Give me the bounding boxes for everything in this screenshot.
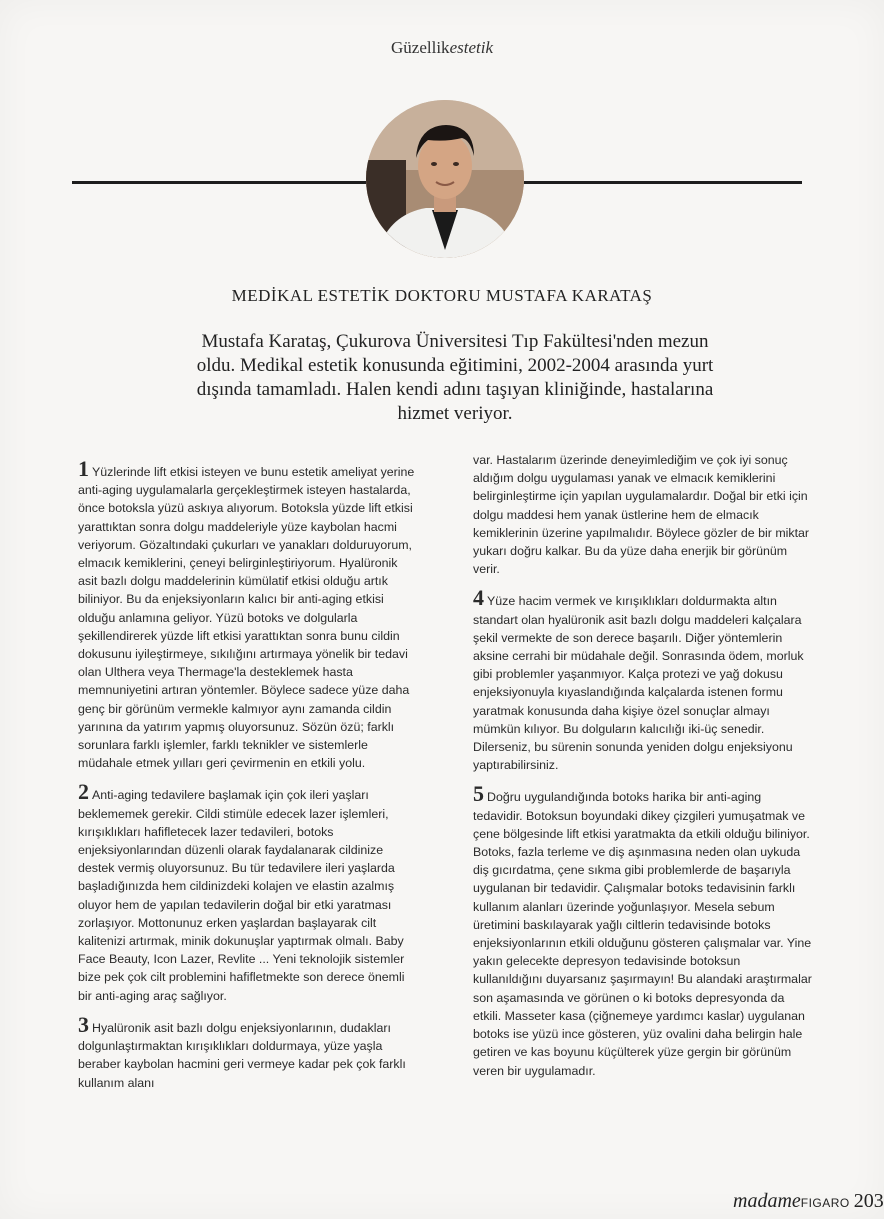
section-text: Doğru uygulandığında botoks harika bir anti-aging tedavidir. Botoksun boyundaki dikey çizgileri yumuşatmak ve çene bölgesinde lift etkisi yaratmakta da etkili olduğu biliniyor. Botoks, fazla terleme ve diş aşınmasına neden olan uykuda diş gıcırdatma, çene sıkma gibi problemlerde de başarıyla uygulanan bir tedavidir. Çalışmalar botoks tedavisinin farklı kullanım alanları üzerinde yoğunlaşıyor. Mesela sebum üretimini baskılayarak yağlı ciltlerin tedavisinde botoks enjeksiyonlarının etkili olduğunu gösteren çalışmalar var. Yine yakın gelecekte depresyon tedavisinde botoksun kullanıldığını duyarsanız şaşırmayın! Bu alandaki araştırmalar son aşamasında ve görünen o ki botoks depresyonda da etkili. Masseter kasa (çiğnemeye yardımcı kaslar) uygulanan botoks ise yüzü ince gösteren, yüz ovalini daha belirgin hale getiren ve kas boyunu küçülterek yüze gergin bir görünüm veren bir uygulamadır. — [473, 790, 812, 1078]
divider-left — [72, 181, 368, 184]
section-text: Hyalüronik asit bazlı dolgu enjeksiyonlarının, dudakları dolgunlaştırmaktan kırışıklıkları doldurmaya, yüze yaşla beraber kaybolan hacmini geri vermeye kadar pek çok farklı kullanım alanı — [78, 1020, 406, 1090]
section-number: 2 — [78, 779, 89, 805]
article-lead: Mustafa Karataş, Çukurova Üniversitesi Tıp Fakültesi'nden mezun oldu. Medikal estetik konusunda eğitimini, 2002-2004 arasında yurt dışında tamamladı. Halen kendi adını taşıyan kliniğinde, hastalarına hizmet veriyor. — [196, 331, 714, 424]
magazine-name: madame — [733, 1190, 801, 1212]
section-3-continued — [473, 451, 813, 578]
section-5 — [473, 781, 813, 1079]
section-4 — [473, 585, 813, 774]
portrait-image — [366, 100, 524, 258]
right-column — [473, 451, 813, 1092]
section-text: Yüzlerinde lift etkisi isteyen ve bunu estetik ameliyat yerine anti-aging uygulamalarla gerçekleştirmek isteyen hastalarda, önce botoksla yüzü askıya alıyorum. Botoksla yüzde lift etkisi yarattıktan sonra dolgu maddeleriyle yüze kaybolan hacmi veriyorum. Gözaltındaki çukurları ve yanakları dolduruyorum, elmacık kemiklerini, çeneyi belirginleştiriyorum. Hyalüronik asit bazlı dolgu maddelerinin kümülatif etkisi olduğu artık biliniyor. Bu da enjeksiyonların kalıcı bir anti-aging etkisi olduğu anlamına geliyor. Yüzü botoks ve dolgularla şekillendirerek yüzde lift etkisi yarattıktan sonra bunu cildin dokusunu iyileştirmeye, sıkılığını artırmaya yönelik bir tedavi olan Ulthera veya Thermage'la desteklemek hasta memnuniyetini artıran yöntemler. Böylece sadece yüze daha genç bir görünüm vermekle kalmıyor aynı zamanda cildin yarınına da yatırım yapmış oluyorsunuz. Sözün özü; farklı sorunlara farklı işlemler, farklı teknikler ve sistemlerle müdahale etmek yılları geri çevirmenin en etkili yolu. — [78, 465, 415, 771]
section-header — [0, 38, 884, 58]
section-text: Yüze hacim vermek ve kırışıklıkları doldurmakta altın standart olan hyalüronik asit bazlı dolgu maddeleri kalçalara şekil vermekte de son derece başarılı. Diğer yöntemlerin aksine cerrahi bir müdahale değil. Sonrasında ödem, morluk gibi problemler yaşanmıyor. Kalça protezi ve yağ dokusu enjeksiyonuyla kıyaslandığında kalçalarda istenen formu yaratmak konusunda daha kişiye özel sonuçlar almayı mümkün kılıyor. Bu dolguların kalıcılığı iki-üç senedir. Dilerseniz, bu sürenin sonunda yeniden dolgu enjeksiyonu yaptırabilirsiniz. — [473, 594, 804, 773]
article-title: MEDİKAL ESTETİK DOKTORU MUSTAFA KARATAŞ — [231, 286, 653, 305]
section-number: 5 — [473, 781, 484, 807]
section-subname: estetik — [449, 38, 493, 57]
section-number: 4 — [473, 585, 484, 611]
section-text: Anti-aging tedavilere başlamak için çok ileri yaşları beklememek gerekir. Cildi stimüle edecek lazer işlemleri, kırışıklıkları hafifletecek lazer tedavileri, botoks enjeksiyonlarından düzenli olarak faydalanarak cildinize destek vermiş oluyorsunuz. Bu tür tedavilere ileri yaşlarda başladığınızda hem cildinizdeki kolajen ve elastin azalmış oluyor hem de yapılan tedavilerin doğal bir etki yaratması zorlaşıyor. Mottonunuz erken yaşlardan başlayarak cilt kalitenizi artırmak, minik dokunuşlar yaptırmak olmalı. Baby Face Beauty, Icon Lazer, Revlite ... Yeni teknolojik sistemler bize pek çok cilt problemini hafifletmekte son derece önemli bir anti-aging araç sağlıyor. — [78, 788, 405, 1003]
divider-right — [522, 181, 802, 184]
section-name: Güzellik — [391, 38, 450, 57]
left-column — [78, 456, 416, 1104]
section-text: var. Hastalarım üzerinde deneyimlediğim ve çok iyi sonuç aldığım dolgu uygulaması yanak ve elmacık kemiklerini belirginleştirme için yapılan uygulamalardır. Doğal bir etki için dolgu maddesi hem yanak üstlerine hem de elmacık kemiklerinin üzerine yapılmalıdır. Böylece gözler de bir miktar yukarı doğru kalkar. Bu da yüze daha enerjik bir görünüm verir. — [473, 453, 810, 577]
section-number: 3 — [78, 1011, 89, 1037]
section-1 — [78, 456, 416, 772]
doctor-portrait — [366, 100, 524, 258]
section-number: 1 — [78, 456, 89, 481]
magazine-brand: FIGARO — [800, 1196, 850, 1210]
page-footer — [733, 1190, 884, 1213]
section-3 — [78, 1011, 416, 1092]
section-2 — [78, 779, 416, 1004]
page-number: 203 — [853, 1190, 884, 1212]
